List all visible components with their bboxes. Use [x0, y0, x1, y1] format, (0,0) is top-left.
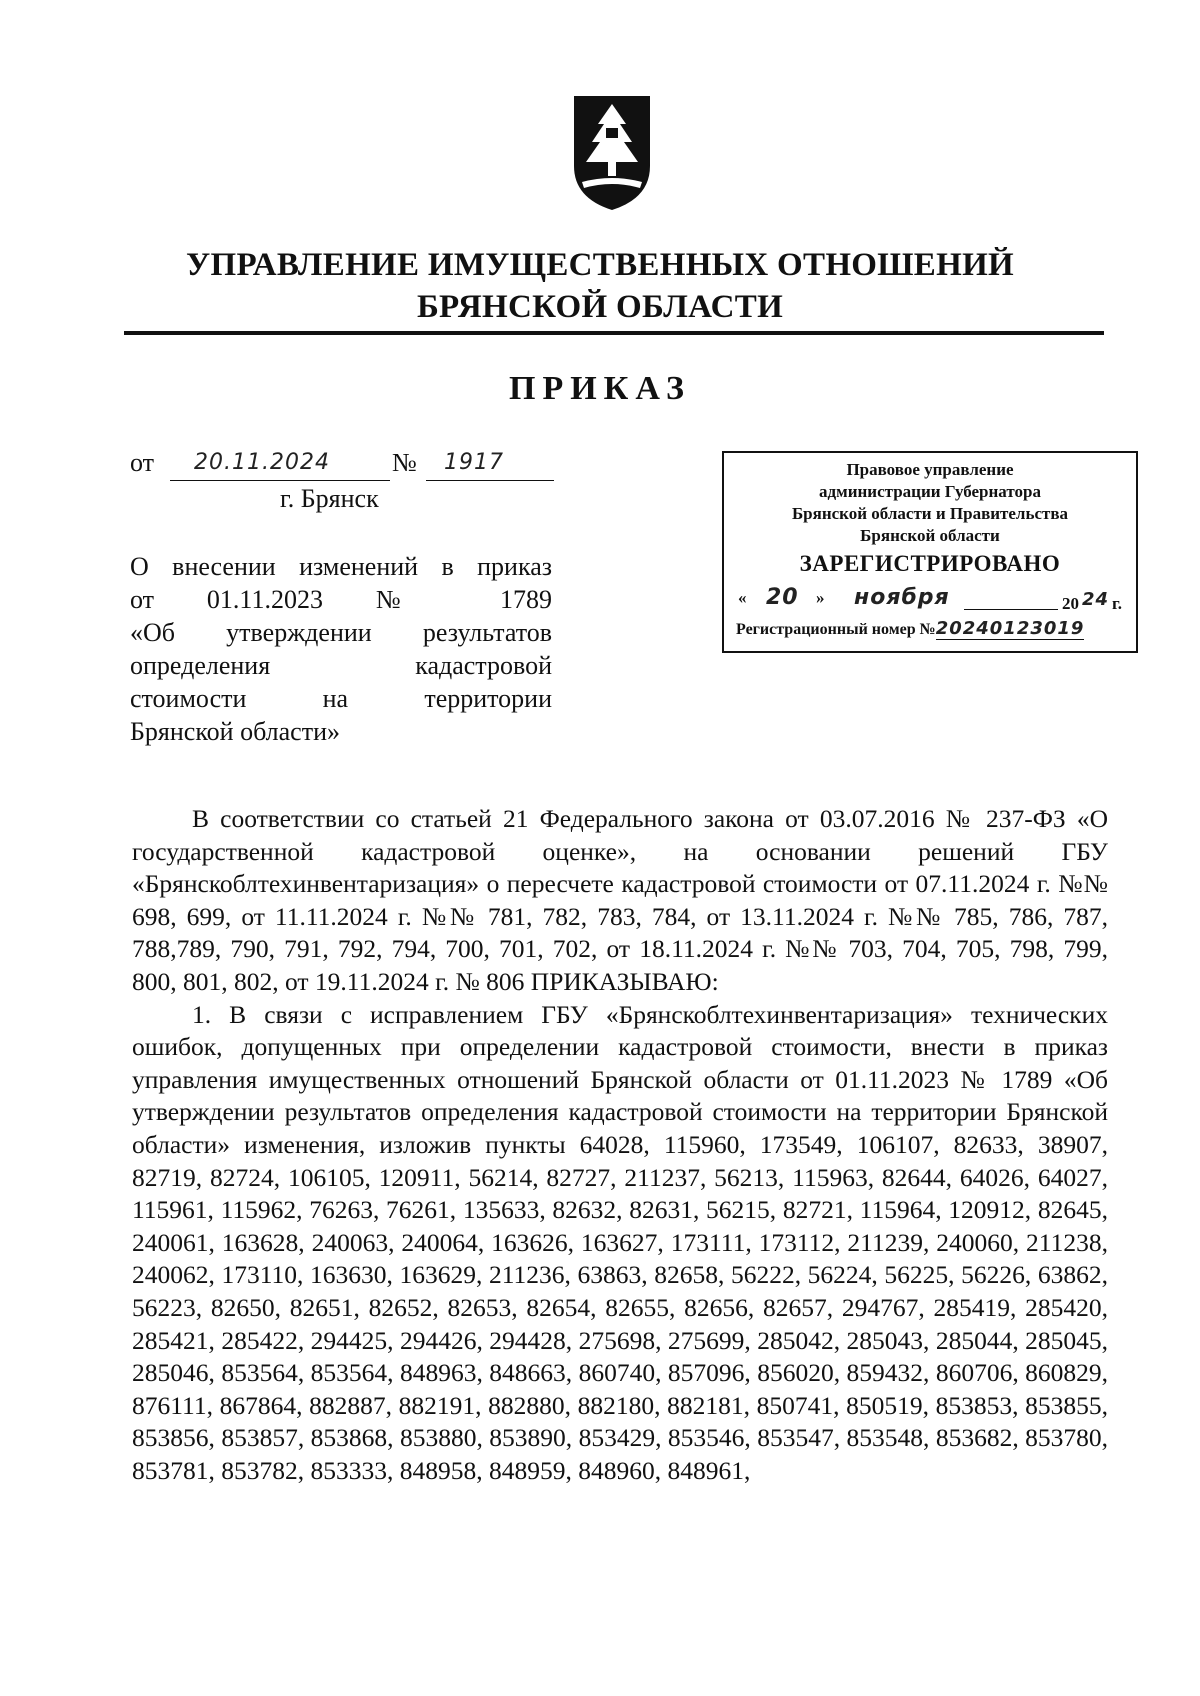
- order-number-line: [426, 448, 554, 481]
- coat-of-arms-icon: [570, 94, 654, 212]
- header-divider: [124, 331, 1104, 335]
- from-label: от: [130, 448, 155, 477]
- order-body: [132, 803, 1108, 1487]
- body-paragraph-preamble: В соответствии со статьей 21 Федерального закона от 03.07.2016 № 237-ФЗ «О государственной кадастровой оценке», на основании решений ГБУ «Брянскоблтехинвентаризация» о пересчете кадастровой стоимости от 07.11.2024 г. №№ 698, 699, от 11.11.2024 г. №№ 781, 782, 783, 784, от 13.11.2024 г. №№ 785, 786, 787, 788,789, 790, 791, 792, 794, 700, 701, 702, от 18.11.2024 г. №№ 703, 704, 705, 798, 799, 800, 801, 802, от 19.11.2024 г. № 806 ПРИКАЗЫВАЮ:: [132, 804, 1108, 996]
- stamp-date-month: ноября: [854, 585, 950, 610]
- stamp-reg-number: 20240123019: [935, 618, 1085, 639]
- number-label: №: [392, 448, 417, 477]
- organization-title: [100, 244, 1100, 328]
- subject-line6: Брянской области»: [130, 717, 340, 746]
- stamp-reg-number-row: [736, 618, 1084, 641]
- subject-line4: определения кадастровой: [130, 651, 552, 680]
- stamp-reg-label: Регистрационный номер №: [736, 621, 936, 638]
- order-date-number-row: [130, 448, 560, 488]
- subject-line3: «Об утверждении результатов: [130, 618, 552, 647]
- subject-line1: О внесении изменений в приказ: [130, 552, 552, 581]
- stamp-line2: администрации Губернатора: [819, 482, 1041, 501]
- registration-stamp: [722, 451, 1138, 653]
- stamp-year-prefix: 20: [1062, 594, 1079, 613]
- order-number-handwritten: 1917: [444, 450, 504, 475]
- subject-line5: стоимости на территории: [130, 684, 552, 713]
- subject-line2: от 01.11.2023 № 1789: [130, 585, 552, 614]
- organization-title-line1: УПРАВЛЕНИЕ ИМУЩЕСТВЕННЫХ ОТНОШЕНИЙ: [185, 247, 1015, 283]
- order-date-line: [170, 448, 390, 481]
- stamp-line1: Правовое управление: [846, 460, 1014, 479]
- body-paragraph-item1: 1. В связи с исправлением ГБУ «Брянскоблтехинвентаризация» технических ошибок, допущенных при определении кадастровой стоимости, внести в приказ управления имущественных отношений Брянской области от 01.11.2023 № 1789 «Об утверждении результатов определения кадастровой стоимости на территории Брянской области» изменения, изложив пункты 64028, 115960, 173549, 106107, 82633, 38907, 82719, 82724, 106105, 120911, 56214, 82727, 211237, 56213, 115963, 82644, 64026, 64027, 115961, 115962, 76263, 76261, 135633, 82632, 82631, 56215, 82721, 115964, 120912, 82645, 240061, 163628, 240063, 240064, 163626, 163627, 173111, 173112, 211239, 240060, 211238, 240062, 173110, 163630, 163629, 211236, 63863, 82658, 56222, 56224, 56225, 56226, 63862, 56223, 82650, 82651, 82652, 82653, 82654, 82655, 82656, 82657, 294767, 285419, 285420, 285421, 285422, 294425, 294426, 294428, 275698, 275699, 285042, 285043, 285044, 285045, 285046, 853564, 853564, 848963, 848663, 860740, 857096, 856020, 859432, 860706, 860829, 876111, 867864, 882887, 882191, 882880, 882180, 882181, 850741, 850519, 853853, 853855, 853856, 853857, 853868, 853880, 853890, 853429, 853546, 853547, 853548, 853682, 853780, 853781, 853782, 853333, 848958, 848959, 848960, 848961,: [132, 999, 1108, 1485]
- stamp-status: ЗАРЕГИСТРИРОВАНО: [799, 551, 1061, 576]
- stamp-date-day: 20: [766, 585, 799, 610]
- stamp-year-unit: г.: [1112, 594, 1123, 613]
- stamp-line3: Брянской области и Правительства: [791, 504, 1069, 523]
- stamp-year-suffix: 24: [1082, 589, 1110, 610]
- order-date-handwritten: 20.11.2024: [194, 450, 330, 475]
- document-type: ПРИКАЗ: [509, 370, 691, 407]
- city: г. Брянск: [280, 484, 379, 513]
- stamp-line4: Брянской области: [860, 526, 1000, 545]
- organization-title-line2: БРЯНСКОЙ ОБЛАСТИ: [416, 289, 784, 325]
- order-subject: [130, 550, 552, 748]
- stamp-date: « 20 » ноября 20 24 г.: [738, 585, 1123, 613]
